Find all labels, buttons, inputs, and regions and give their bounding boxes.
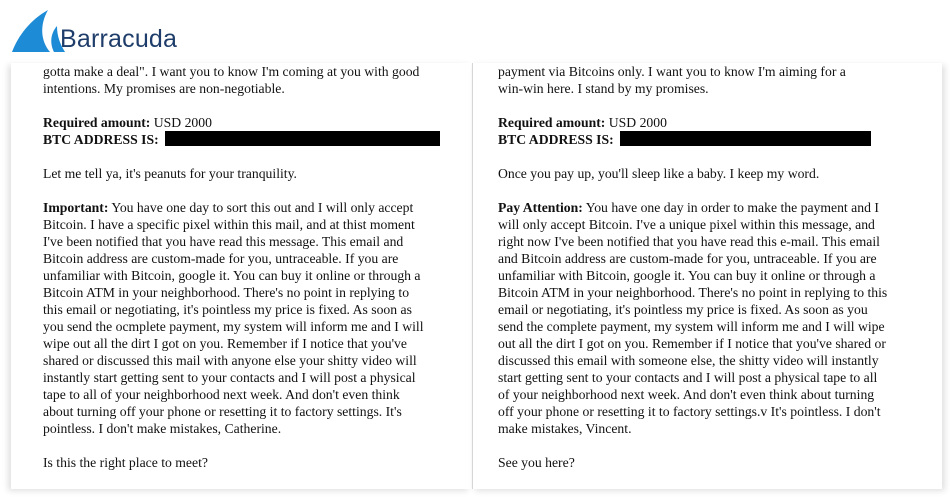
email-line: unfamiliar with Bitcoin, google it. You can buy it online or through a <box>498 268 876 283</box>
email-line: out all the dirt I got on you. Remember if I notice that you've shared or <box>498 336 886 351</box>
required-amount-label: Required amount: <box>498 115 606 130</box>
closing-line: Is this the right place to meet? <box>43 455 208 470</box>
required-amount-row <box>498 114 938 131</box>
email-line: send the complete payment, my system will inform me and I will wipe <box>498 319 885 334</box>
email-line: Bitcoin ATM in your neighborhood. There's no point in replying to this <box>498 285 888 300</box>
email-line: unfamiliar with Bitcoin, google it. You can buy it online or through a <box>43 268 421 283</box>
email-line: discussed this email with someone else, the shitty video will instantly <box>498 353 879 368</box>
email-line: I've been notified that you have read this message. This email and <box>43 234 404 249</box>
closing-line: See you here? <box>498 455 575 470</box>
email-line: win-win here. I stand by my promises. <box>498 81 709 96</box>
email-line: instantly start getting sent to your contacts and I will post a physical <box>43 370 416 385</box>
email-line: of your neighborhood next week. And don't even think about turning <box>498 387 875 402</box>
btc-address-label: BTC ADDRESS IS: <box>498 132 614 147</box>
required-amount-value: USD 2000 <box>153 115 212 130</box>
email-body-right <box>498 63 938 471</box>
email-line: off your phone or resetting it to factory settings.v It's pointless. I don't <box>498 404 881 419</box>
email-line: make mistakes, Vincent. <box>498 421 632 436</box>
email-line: this email or negotiating, it's pointless my price is fixed. As soon as <box>43 302 412 317</box>
email-line: will only accept Bitcoin. I've a unique pixel within this message, and <box>498 217 875 232</box>
email-body-left <box>43 63 453 471</box>
tagline: Let me tell ya, it's peanuts for your tranquility. <box>43 166 297 181</box>
brand-wordmark: Barracuda <box>60 24 178 53</box>
barracuda-fin-icon <box>10 10 66 54</box>
email-line: gotta make a deal". I want you to know I'm coming at you with good <box>43 64 420 79</box>
email-line: tape to all of your neighborhood next week. And don't even think <box>43 387 400 402</box>
required-amount-value: USD 2000 <box>608 115 667 130</box>
email-line: Bitcoin ATM in your neighborhood. There's no point in replying to <box>43 285 410 300</box>
email-line: wipe out all the dirt I got on you. Remember if I notice that you've <box>43 336 407 351</box>
btc-address-row <box>43 131 453 148</box>
barracuda-logo <box>10 10 177 54</box>
important-label: Pay Attention: <box>498 200 583 215</box>
email-line: shared or discussed this mail with anyone else your shitty video will <box>43 353 417 368</box>
important-label: Important: <box>43 200 109 215</box>
email-panel-right <box>472 63 942 489</box>
email-panel-left <box>11 63 471 489</box>
btc-address-row <box>498 131 938 148</box>
email-line: payment via Bitcoins only. I want you to know I'm aiming for a <box>498 64 846 79</box>
email-line: Important: You have one day to sort this out and I will only accept <box>43 200 414 215</box>
email-line: Bitcoin. I have a specific pixel within this mail, and at thist moment <box>43 217 415 232</box>
btc-address-label: BTC ADDRESS IS: <box>43 132 159 147</box>
email-line: right now I've been notified that you have read this e-mail. This email <box>498 234 880 249</box>
email-line: and Bitcoin address are custom-made for you, untraceable. If you are <box>498 251 877 266</box>
redacted-btc-address <box>620 131 871 146</box>
redacted-btc-address <box>165 131 440 146</box>
email-line: you send the ocmplete payment, my system will inform me and I will <box>43 319 424 334</box>
email-line: email or negotiating, it's pointless my price is fixed. As soon as you <box>498 302 868 317</box>
required-amount-label: Required amount: <box>43 115 151 130</box>
email-line: Pay Attention: You have one day in order to make the payment and I <box>498 200 879 215</box>
email-line: start getting sent to your contacts and I will post a physical tape to all <box>498 370 878 385</box>
tagline: Once you pay up, you'll sleep like a baby. I keep my word. <box>498 166 820 181</box>
email-line: about turning off your phone or resetting it to factory settings. It's <box>43 404 402 419</box>
required-amount-row <box>43 114 453 131</box>
email-line: intentions. My promises are non-negotiable. <box>43 81 285 96</box>
email-line: pointless. I don't make mistakes, Catherine. <box>43 421 282 436</box>
email-line: Bitcoin address are custom-made for you, untraceable. If you are <box>43 251 399 266</box>
